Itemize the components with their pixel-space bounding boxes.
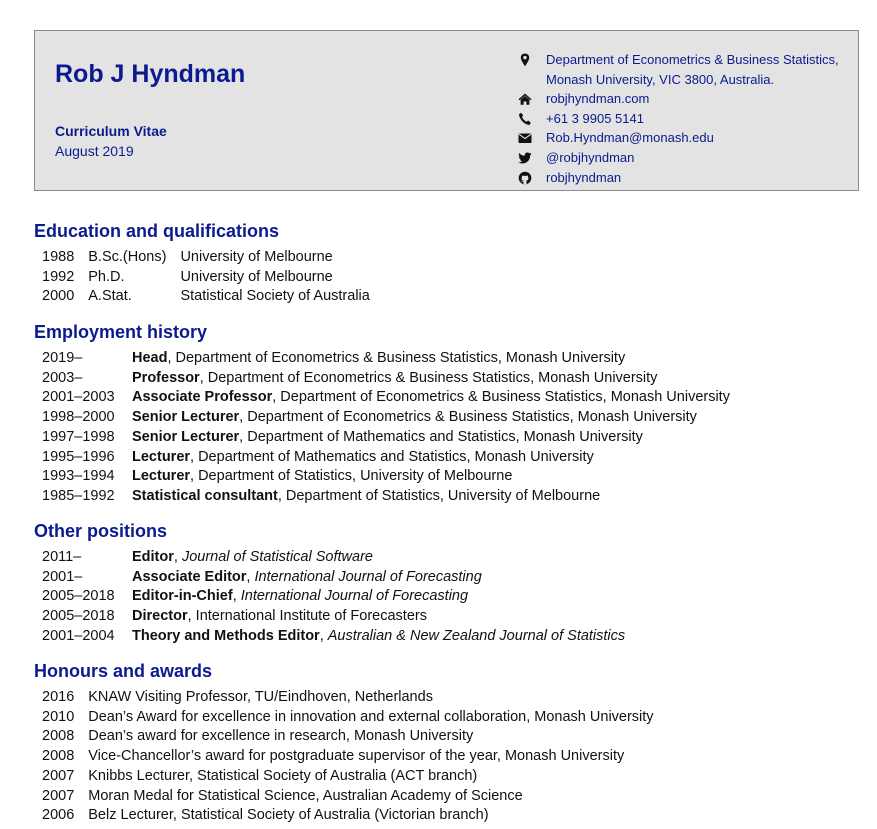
section-title-positions: Other positions xyxy=(34,521,168,541)
table-row xyxy=(34,369,738,389)
position-journal: International Journal of Forecasting xyxy=(254,568,482,585)
honour-text: KNAW Visiting Professor, TU/Eindhoven, Netherlands xyxy=(88,689,433,705)
position-separator: , xyxy=(173,549,182,565)
employment-entry xyxy=(124,388,738,408)
education-institution: Statistical Society of Australia xyxy=(180,288,370,305)
position-journal: International Journal of Forecasting xyxy=(240,588,469,605)
position-entry xyxy=(124,548,633,568)
employment-period: 2003– xyxy=(42,369,83,386)
education-degree: A.Stat. xyxy=(88,288,132,305)
table-row xyxy=(34,467,738,487)
table-row xyxy=(34,548,633,568)
education-institution: University of Melbourne xyxy=(180,268,333,285)
honour-year: 2007 xyxy=(42,787,75,804)
employment-role: Lecturer xyxy=(132,448,191,465)
honour-year: 2008 xyxy=(42,728,75,745)
employment-period: 2001–2003 xyxy=(42,389,115,406)
honour-year: 2007 xyxy=(42,767,75,784)
position-period: 2001– xyxy=(42,568,83,585)
employment-role: Senior Lecturer xyxy=(132,409,240,426)
phone-number[interactable]: +61 3 9905 5141 xyxy=(546,110,644,126)
position-role: Editor xyxy=(132,549,174,565)
contact-address xyxy=(515,50,855,89)
employment-period: 2019– xyxy=(42,350,83,366)
education-year: 1992 xyxy=(42,268,75,285)
employment-detail: , Department of Statistics, University of Melbourne xyxy=(277,487,601,504)
honour-year: 2016 xyxy=(42,689,75,705)
employment-period: 1997–1998 xyxy=(42,428,115,445)
honour-text: Dean’s Award for excellence in innovation and external collaboration, Monash University xyxy=(88,708,654,725)
position-entry xyxy=(124,568,633,588)
section-title-employment: Employment history xyxy=(34,322,208,342)
position-journal: Journal of Statistical Software xyxy=(181,549,373,565)
position-separator: , International Institute of Forecasters xyxy=(187,608,427,625)
honour-year: 2006 xyxy=(42,807,75,824)
table-row xyxy=(34,408,738,428)
employment-role: Professor xyxy=(132,369,200,386)
position-role: Theory and Methods Editor xyxy=(132,627,320,644)
employment-period: 1998–2000 xyxy=(42,409,115,426)
table-row xyxy=(34,349,738,369)
table-row xyxy=(34,767,662,787)
employment-period: 1995–1996 xyxy=(42,448,115,465)
employment-entry xyxy=(124,467,738,487)
envelope-icon xyxy=(518,131,532,145)
position-period: 2005–2018 xyxy=(42,588,115,605)
position-role: Associate Editor xyxy=(132,568,247,585)
address-text: Department of Econometrics & Business Statistics, Monash University, VIC 3800, Australia. xyxy=(546,52,839,87)
github-icon xyxy=(518,171,532,185)
employment-entry xyxy=(124,369,738,389)
position-entry xyxy=(124,587,633,607)
contact-twitter[interactable] xyxy=(515,148,855,168)
employment-entry xyxy=(124,408,738,428)
employment-role: Associate Professor xyxy=(132,389,273,406)
employment-entry xyxy=(124,448,738,468)
employment-role: Lecturer xyxy=(132,468,191,485)
table-row xyxy=(34,428,738,448)
employment-entry xyxy=(124,428,738,448)
employment-detail: , Department of Econometrics & Business Statistics, Monash University xyxy=(199,369,658,386)
education-degree: B.Sc.(Hons) xyxy=(88,249,167,265)
home-icon xyxy=(518,92,532,106)
employment-role: Head xyxy=(132,350,168,366)
positions-table xyxy=(34,548,633,647)
twitter-handle[interactable]: @robjhyndman xyxy=(546,149,635,165)
twitter-icon xyxy=(518,151,532,165)
table-row xyxy=(34,587,633,607)
honour-year: 2008 xyxy=(42,748,75,765)
map-marker-icon xyxy=(518,53,532,67)
table-row xyxy=(34,568,633,588)
education-year: 2000 xyxy=(42,288,75,305)
position-separator: , xyxy=(232,588,241,605)
table-row xyxy=(34,787,662,807)
contact-github[interactable] xyxy=(515,168,855,188)
employment-detail: , Department of Statistics, University of Melbourne xyxy=(190,468,513,485)
section-title-education: Education and qualifications xyxy=(34,221,280,241)
position-entry xyxy=(124,627,633,647)
table-row xyxy=(34,688,662,708)
employment-detail: , Department of Econometrics & Business Statistics, Monash University xyxy=(272,389,730,406)
position-period: 2001–2004 xyxy=(42,627,115,644)
document-title: Curriculum Vitae xyxy=(55,123,167,139)
table-row xyxy=(34,727,662,747)
position-role: Editor-in-Chief xyxy=(132,588,233,605)
employment-detail: , Department of Econometrics & Business Statistics, Monash University xyxy=(167,350,626,366)
education-degree: Ph.D. xyxy=(88,268,125,285)
table-row xyxy=(34,448,738,468)
honour-text: Belz Lecturer, Statistical Society of Australia (Victorian branch) xyxy=(88,807,489,824)
email-link[interactable]: Rob.Hyndman@monash.edu xyxy=(546,130,714,146)
table-row xyxy=(34,487,738,507)
employment-role: Statistical consultant xyxy=(132,487,278,504)
contact-website[interactable] xyxy=(515,89,855,109)
document-date: August 2019 xyxy=(55,143,134,159)
contact-list xyxy=(515,50,855,187)
position-period: 2011– xyxy=(42,549,82,565)
phone-icon xyxy=(518,112,532,126)
position-role: Director xyxy=(132,608,188,625)
position-separator: , xyxy=(246,568,255,585)
education-year: 1988 xyxy=(42,249,75,265)
contact-email[interactable] xyxy=(515,128,855,148)
position-separator: , xyxy=(319,627,328,644)
table-row xyxy=(34,747,662,767)
honour-text: Moran Medal for Statistical Science, Australian Academy of Science xyxy=(88,787,523,804)
position-period: 2005–2018 xyxy=(42,608,115,625)
honours-table xyxy=(34,688,662,826)
table-row xyxy=(34,287,378,307)
position-entry xyxy=(124,607,633,627)
website-link[interactable]: robjhyndman.com xyxy=(546,91,650,107)
employment-entry xyxy=(124,349,738,369)
person-name: Rob J Hyndman xyxy=(55,60,246,88)
table-row xyxy=(34,248,378,268)
employment-detail: , Department of Mathematics and Statistics, Monash University xyxy=(190,448,594,465)
honour-text: Dean’s award for excellence in research, Monash University xyxy=(88,728,474,745)
employment-period: 1985–1992 xyxy=(42,487,115,504)
employment-role: Senior Lecturer xyxy=(132,428,240,445)
table-row xyxy=(34,268,378,288)
position-journal: Australian & New Zealand Journal of Statistics xyxy=(327,627,626,644)
honour-text: Knibbs Lecturer, Statistical Society of Australia (ACT branch) xyxy=(88,767,478,784)
table-row xyxy=(34,627,633,647)
employment-detail: , Department of Mathematics and Statistics, Monash University xyxy=(239,428,643,445)
employment-entry xyxy=(124,487,738,507)
employment-period: 1993–1994 xyxy=(42,468,115,485)
cv-header xyxy=(34,30,859,191)
honour-text: Vice-Chancellor’s award for postgraduate supervisor of the year, Monash University xyxy=(88,748,625,765)
table-row xyxy=(34,708,662,728)
contact-phone[interactable] xyxy=(515,109,855,129)
education-table xyxy=(34,248,378,307)
github-link[interactable]: robjhyndman xyxy=(546,169,622,185)
employment-detail: , Department of Econometrics & Business Statistics, Monash University xyxy=(239,409,697,426)
table-row xyxy=(34,806,662,826)
section-title-honours: Honours and awards xyxy=(34,661,213,681)
table-row xyxy=(34,607,633,627)
table-row xyxy=(34,388,738,408)
employment-table xyxy=(34,349,738,507)
honour-year: 2010 xyxy=(42,708,75,725)
education-institution: University of Melbourne xyxy=(180,249,333,265)
